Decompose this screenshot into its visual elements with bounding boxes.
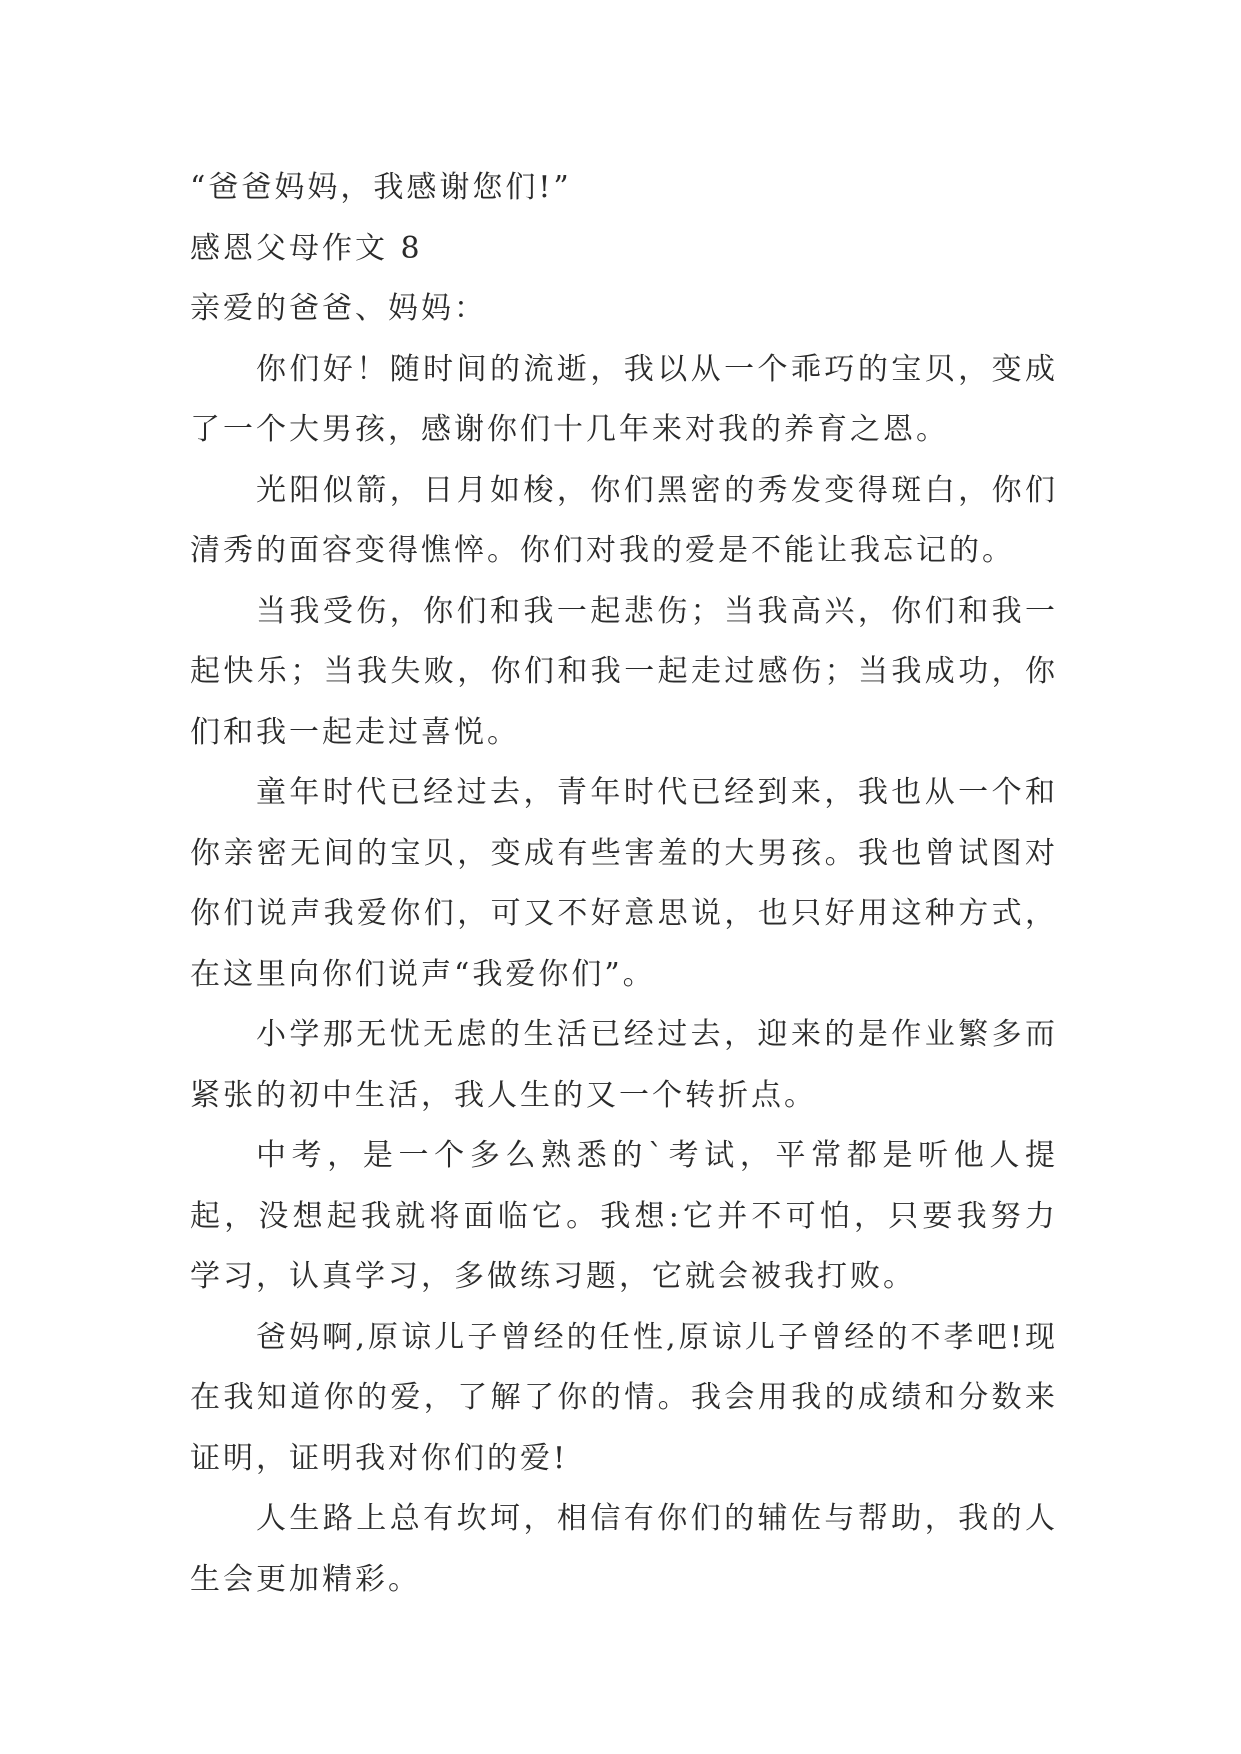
paragraph-3: 当我受伤，你们和我一起悲伤；当我高兴，你们和我一起快乐；当我失败，你们和我一起走过感伤；当我成功，你们和我一起走过喜悦。: [190, 593, 1058, 750]
paragraph-6: 中考，是一个多么熟悉的`考试，平常都是听他人提起，没想起我就将面临它。我想:它并不可怕，只要我努力学习，认真学习，多做练习题，它就会被我打败。: [190, 1138, 1058, 1294]
paragraph-8: 人生路上总有坎坷，相信有你们的辅佐与帮助，我的人生会更加精彩。: [190, 1501, 1058, 1597]
document-body: [190, 158, 1058, 1610]
salutation: 亲爱的爸爸、妈妈：: [190, 291, 487, 326]
paragraph-5: 小学那无忧无虑的生活已经过去，迎来的是作业繁多而紧张的初中生活，我人生的又一个转折点。: [190, 1017, 1058, 1113]
paragraph-7: 爸妈啊,原谅儿子曾经的任性,原谅儿子曾经的不孝吧!现在我知道你的爱，了解了你的情。我会用我的成绩和分数来证明，证明我对你们的爱!: [190, 1319, 1058, 1476]
paragraph-4: 童年时代已经过去，青年时代已经到来，我也从一个和你亲密无间的宝贝，变成有些害羞的大男孩。我也曾试图对你们说声我爱你们，可又不好意思说，也只好用这种方式，在这里向你们说声“我爱你们”。: [190, 775, 1058, 992]
paragraph-2: 光阳似箭，日月如梭，你们黑密的秀发变得斑白，你们清秀的面容变得憔悴。你们对我的爱是不能让我忘记的。: [190, 472, 1058, 568]
closing-quote-line: “爸爸妈妈，我感谢您们!”: [190, 170, 572, 205]
paragraph-1: 你们好！随时间的流逝，我以从一个乖巧的宝贝，变成了一个大男孩，感谢你们十几年来对我的养育之恩。: [190, 351, 1058, 447]
essay-title: 感恩父母作文 8: [190, 230, 423, 266]
